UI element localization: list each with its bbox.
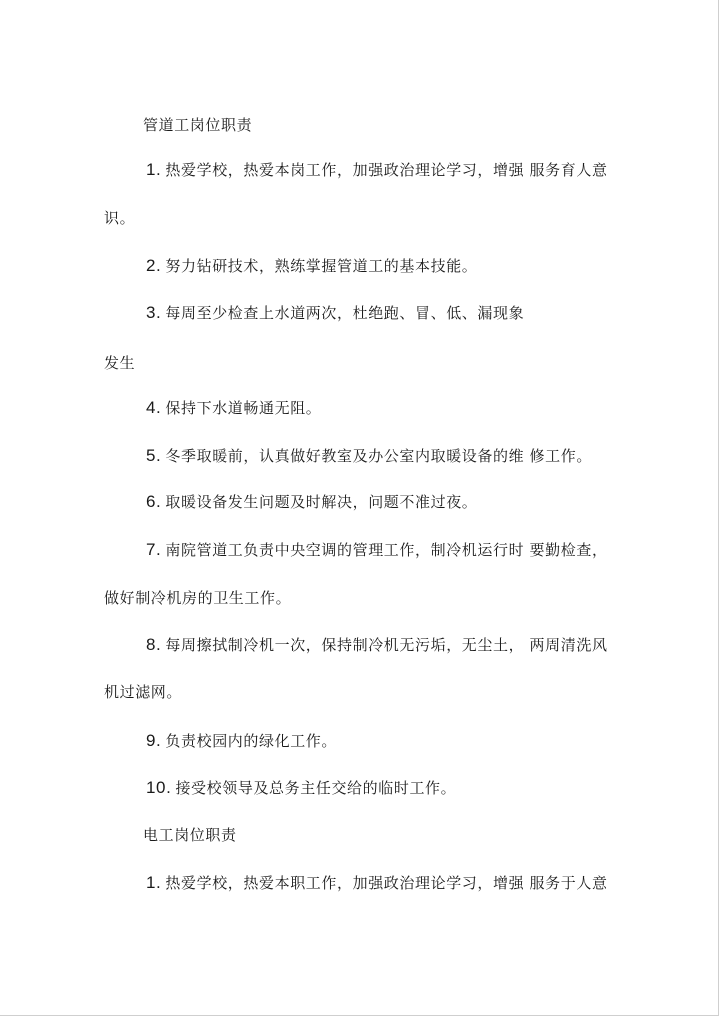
item-text: 冬季取暖前，认真做好教室及办公室内取暖设备的维 修工作。: [165, 447, 592, 465]
item-text: 保持下水道畅通无阻。: [165, 399, 322, 417]
item-continuation: 机过滤网。: [104, 683, 183, 701]
list-item: [146, 256, 477, 276]
item-number: 3.: [146, 303, 162, 322]
item-text: 接受校领导及总务主任交给的临时工作。: [175, 779, 457, 797]
item-text: 热爱学校，热爱本职工作，加强政治理论学习，增强 服务于人意: [165, 874, 608, 892]
list-item: [146, 731, 337, 751]
item-number: 10.: [146, 778, 172, 797]
list-item: [146, 778, 456, 798]
item-number: 6.: [146, 492, 162, 511]
list-item: [146, 635, 608, 655]
item-continuation: 发生: [104, 354, 136, 372]
item-number: 2.: [146, 256, 162, 275]
item-text: 取暖设备发生问题及时解决，问题不准过夜。: [165, 493, 478, 511]
item-number: 8.: [146, 635, 162, 654]
section-title-electrician: 电工岗位职责: [143, 826, 237, 844]
item-number: 4.: [146, 398, 162, 417]
item-text: 负责校园内的绿化工作。: [165, 732, 337, 750]
item-continuation: 识。: [104, 209, 136, 227]
item-text: 每周至少检查上水道两次，杜绝跑、冒、低、漏现象: [165, 304, 525, 322]
list-item: [146, 873, 608, 893]
item-number: 9.: [146, 731, 162, 750]
list-item: [146, 160, 608, 180]
section-title-plumber: 管道工岗位职责: [143, 116, 253, 134]
list-item: [146, 540, 608, 560]
list-item: [146, 492, 477, 512]
item-number: 1.: [146, 160, 162, 179]
list-item: [146, 446, 592, 466]
item-text: 努力钻研技术，熟练掌握管道工的基本技能。: [165, 257, 478, 275]
item-text: 热爱学校，热爱本岗工作，加强政治理论学习，增强 服务育人意: [165, 161, 608, 179]
list-item: [146, 398, 321, 418]
item-number: 7.: [146, 540, 162, 559]
item-text: 南院管道工负责中央空调的管理工作，制冷机运行时 要勤检查，: [165, 541, 608, 559]
item-continuation: 做好制冷机房的卫生工作。: [104, 589, 292, 607]
item-number: 5.: [146, 446, 162, 465]
item-text: 每周擦拭制冷机一次，保持制冷机无污垢，无尘土， 两周清洗风: [165, 636, 608, 654]
list-item: [146, 303, 524, 323]
item-number: 1.: [146, 873, 162, 892]
